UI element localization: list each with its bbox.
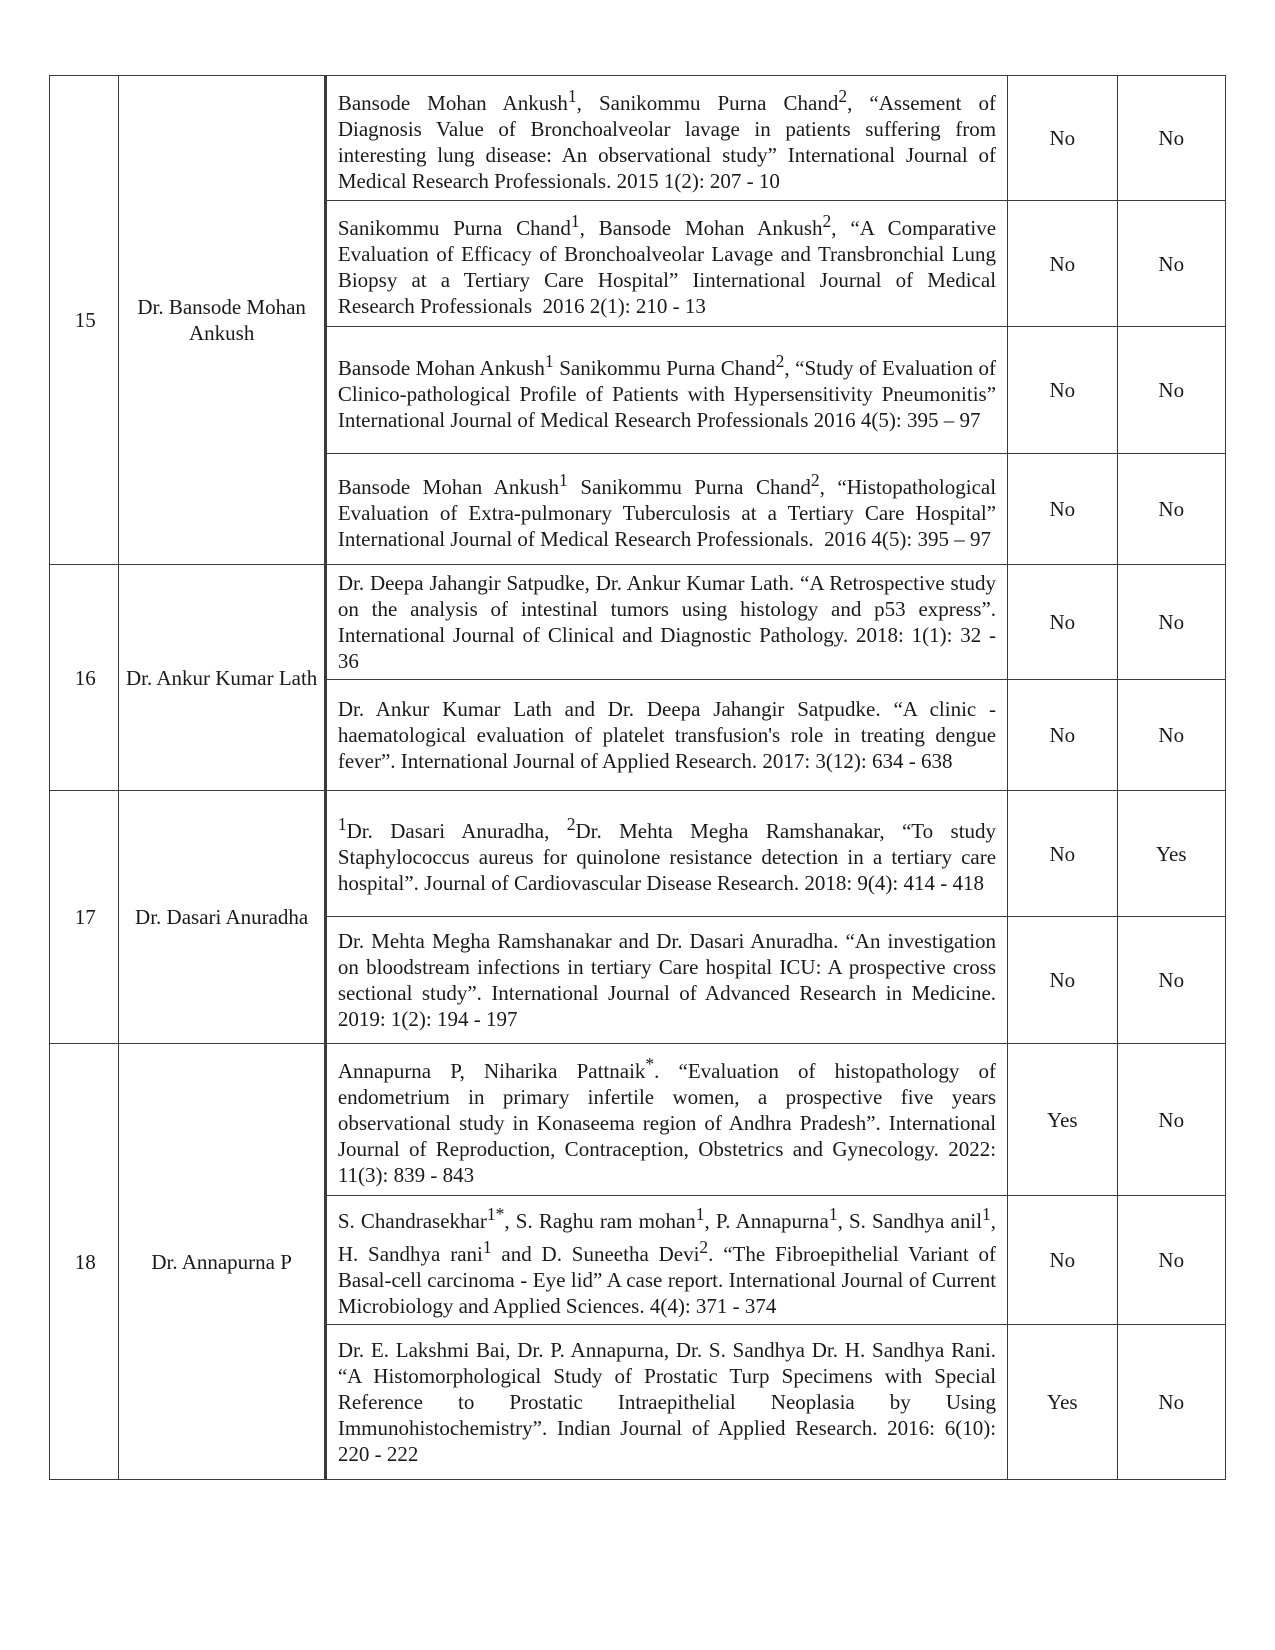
faculty-name-cell: Dr. Annapurna P (119, 1044, 325, 1480)
secondary-flag-cell: No (1117, 201, 1225, 327)
secondary-flag-cell: No (1117, 565, 1225, 680)
publication-citation: Bansode Mohan Ankush$^1$ Sanikommu Purna Chand$^2$, “Study of Evaluation of Clinico-pathological Profile of Patients with Hypersensitivity Pneumonitis” International Journal of Medical Research Professionals 2016 4(5): 395 – 97 (337, 350, 997, 432)
publication-cell (325, 1044, 1007, 1196)
secondary-flag-cell: No (1117, 1325, 1225, 1480)
secondary-flag-cell: No (1117, 1044, 1225, 1196)
indexed-flag-cell: No (1008, 791, 1117, 917)
indexed-flag-cell: No (1008, 1196, 1117, 1325)
publication-citation: Annapurna P, Niharika Pattnaik*. “Evaluation of histopathology of endometrium in primary infertile women, a prospective five years observational study in Konaseema region of Andhra Pradesh”. International Journal of Reproduction, Contraception, Obstetrics and Gynecology. 2022: 11(3): 839 - 843 (337, 1054, 997, 1187)
table-row (50, 791, 1226, 917)
publication-cell (325, 201, 1007, 327)
serial-number-cell: 15 (50, 76, 119, 565)
secondary-flag-cell: No (1117, 76, 1225, 201)
secondary-flag-cell: No (1117, 917, 1225, 1044)
publication-cell (325, 917, 1007, 1044)
publication-citation: $^1$Dr. Dasari Anuradha, $^2$Dr. Mehta Megha Ramshanakar, “To study Staphylococcus aureus for quinolone resistance detection in a tertiary care hospital”. Journal of Cardiovascular Disease Research. 2018: 9(4): 414 - 418 (337, 814, 997, 895)
publication-cell (325, 680, 1007, 791)
publications-table (49, 75, 1226, 1480)
secondary-flag-cell: Yes (1117, 791, 1225, 917)
publication-citation: Dr. Ankur Kumar Lath and Dr. Deepa Jahangir Satpudke. “A clinic - haematological evaluation of platelet transfusion's role in treating dengue fever”. International Journal of Applied Research. 2017: 3(12): 634 - 638 (337, 697, 997, 773)
publication-cell (325, 454, 1007, 565)
table-row (50, 1044, 1226, 1196)
indexed-flag-cell: Yes (1008, 1044, 1117, 1196)
publication-citation: Dr. Deepa Jahangir Satpudke, Dr. Ankur Kumar Lath. “A Retrospective study on the analysis of intestinal tumors using histology and p53 express”. International Journal of Clinical and Diagnostic Pathology. 2018: 1(1): 32 - 36 (337, 571, 997, 673)
indexed-flag-cell: No (1008, 917, 1117, 1044)
indexed-flag-cell: No (1008, 454, 1117, 565)
faculty-name-cell: Dr. Ankur Kumar Lath (119, 565, 325, 791)
indexed-flag-cell: No (1008, 327, 1117, 454)
faculty-name-cell: Dr. Dasari Anuradha (119, 791, 325, 1044)
table-row (50, 565, 1226, 680)
publication-cell (325, 565, 1007, 680)
serial-number-cell: 17 (50, 791, 119, 1044)
publication-citation: Dr. E. Lakshmi Bai, Dr. P. Annapurna, Dr. S. Sandhya Dr. H. Sandhya Rani. “A Histomorphological Study of Prostatic Turp Specimens with Special Reference to Prostatic Intraepithelial Neoplasia by Using Immunohistochemistry”. Indian Journal of Applied Research. 2016: 6(10): 220 - 222 (337, 1338, 997, 1466)
publication-citation: Bansode Mohan Ankush$^1$ Sanikommu Purna Chand$^2$, “Histopathological Evaluation of Extra-pulmonary Tuberculosis at a Tertiary Care Hospital” International Journal of Medical Research Professionals. 2016 4(5): 395 – 97 (337, 469, 997, 551)
indexed-flag-cell: No (1008, 201, 1117, 327)
publication-cell (325, 1196, 1007, 1325)
indexed-flag-cell: No (1008, 76, 1117, 201)
publications-table-body (50, 76, 1226, 1480)
publication-citation: Bansode Mohan Ankush$^1$, Sanikommu Purna Chand$^2$, “Assement of Diagnosis Value of Bronchoalveolar lavage in patients suffering from interesting lung disease: An observational study” International Journal of Medical Research Professionals. 2015 1(2): 207 - 10 (337, 85, 997, 193)
publication-citation: Dr. Mehta Megha Ramshanakar and Dr. Dasari Anuradha. “An investigation on bloodstream infections in tertiary Care hospital ICU: A prospective cross sectional study”. International Journal of Advanced Research in Medicine. 2019: 1(2): 194 - 197 (337, 929, 997, 1031)
publication-cell (325, 1325, 1007, 1480)
indexed-flag-cell: No (1008, 565, 1117, 680)
table-row (50, 76, 1226, 201)
indexed-flag-cell: No (1008, 680, 1117, 791)
serial-number-cell: 18 (50, 1044, 119, 1480)
publication-cell (325, 76, 1007, 201)
faculty-name-cell: Dr. Bansode Mohan Ankush (119, 76, 325, 565)
publication-citation: S. Chandrasekhar$^{1*}$, S. Raghu ram mohan$^1$, P. Annapurna$^1$, S. Sandhya anil$^1$, H. Sandhya rani$^1$ and D. Suneetha Devi$^2$. “The Fibroepithelial Variant of Basal-cell carcinoma - Eye lid” A case report. International Journal of Current Microbiology and Applied Sciences. 4(4): 371 - 374 (337, 1204, 997, 1318)
secondary-flag-cell: No (1117, 1196, 1225, 1325)
publication-cell (325, 791, 1007, 917)
serial-number-cell: 16 (50, 565, 119, 791)
publication-cell (325, 327, 1007, 454)
indexed-flag-cell: Yes (1008, 1325, 1117, 1480)
secondary-flag-cell: No (1117, 327, 1225, 454)
publication-citation: Sanikommu Purna Chand$^1$, Bansode Mohan Ankush$^2$, “A Comparative Evaluation of Efficacy of Bronchoalveolar Lavage and Transbronchial Lung Biopsy at a Tertiary Care Hospital” Iinternational Journal of Medical Research Professionals 2016 2(1): 210 - 13 (337, 211, 997, 318)
secondary-flag-cell: No (1117, 454, 1225, 565)
secondary-flag-cell: No (1117, 680, 1225, 791)
